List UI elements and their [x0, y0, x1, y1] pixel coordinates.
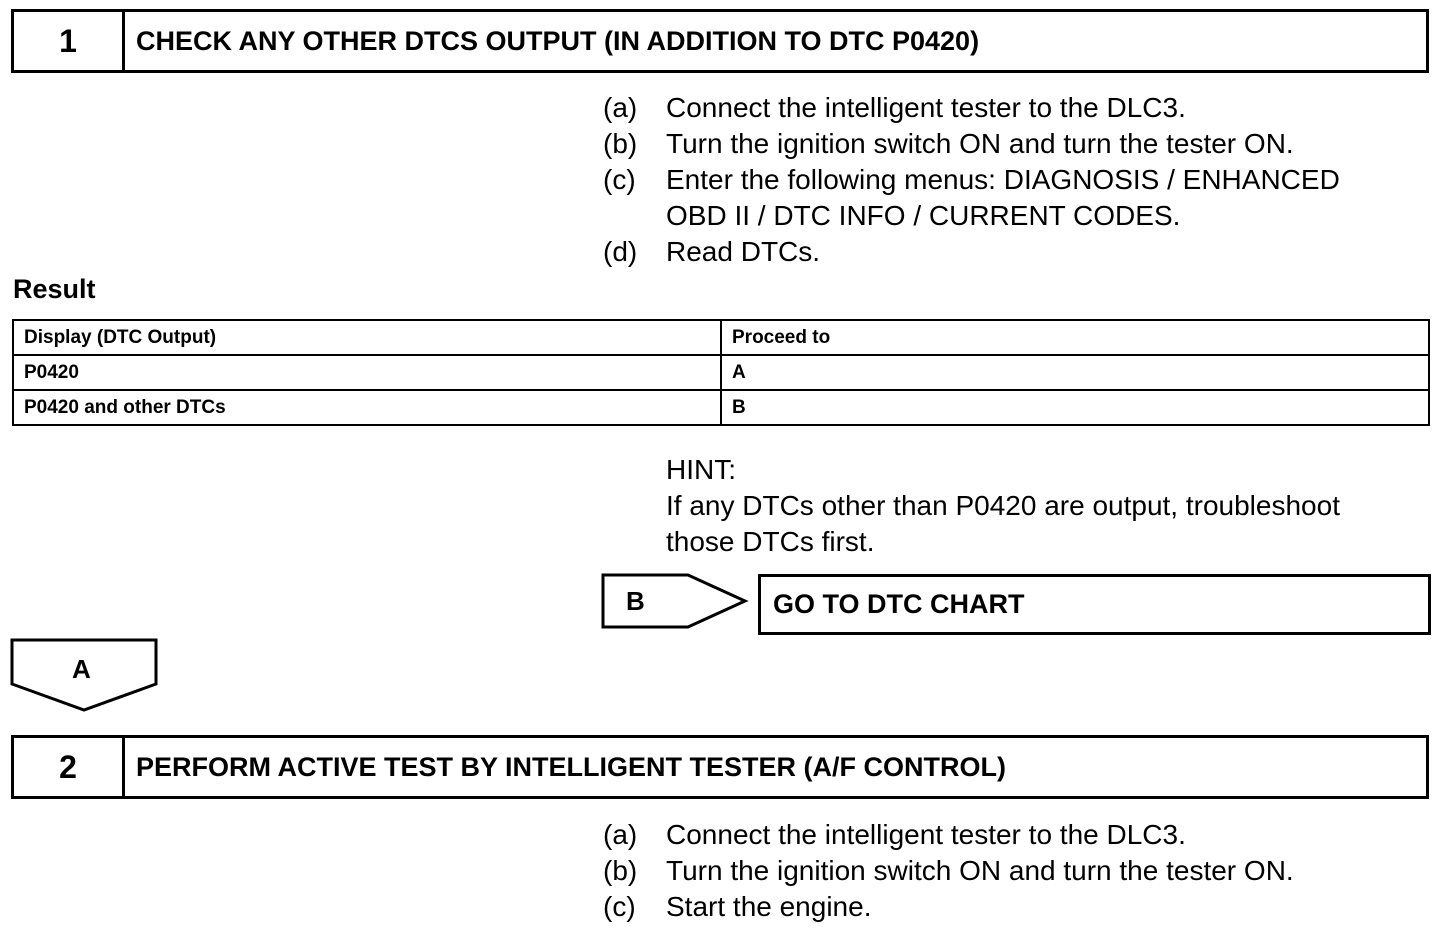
list-item	[603, 126, 1423, 162]
branch-a-label: A	[72, 654, 91, 684]
branch-b-arrow	[601, 573, 751, 631]
list-item	[603, 817, 1423, 853]
table-cell: A	[721, 355, 1429, 390]
item-text: Connect the intelligent tester to the DLC3.	[666, 92, 1186, 123]
list-item	[603, 234, 1423, 270]
item-text: Read DTCs.	[666, 236, 821, 267]
item-text-line: Enter the following menus: DIAGNOSIS / ENHANCED	[666, 164, 1340, 195]
table-cell: P0420	[13, 355, 721, 390]
step-2-header	[11, 735, 1429, 799]
table-cell: P0420 and other DTCs	[13, 390, 721, 425]
step-1-header	[11, 9, 1429, 73]
table-row	[13, 355, 1429, 390]
step-1-procedure-list	[603, 90, 1423, 270]
item-text: Turn the ignition switch ON and turn the tester ON.	[666, 128, 1294, 159]
step-2-number: 2	[14, 738, 125, 796]
list-item	[603, 162, 1423, 234]
item-text-line: OBD II / DTC INFO / CURRENT CODES.	[666, 200, 1181, 231]
table-cell: B	[721, 390, 1429, 425]
column-header: Proceed to	[721, 320, 1429, 355]
list-item	[603, 853, 1423, 889]
table-row	[13, 390, 1429, 425]
list-item	[603, 889, 1423, 925]
item-marker: (b)	[603, 128, 638, 159]
step-2-title: PERFORM ACTIVE TEST BY INTELLIGENT TESTER (A/F CONTROL)	[136, 751, 1006, 782]
branch-b-label: B	[626, 586, 645, 616]
item-text	[666, 162, 1423, 234]
item-marker: (a)	[603, 92, 638, 123]
hint-text-line: If any DTCs other than P0420 are output, troubleshoot	[666, 490, 1340, 521]
item-text: Turn the ignition switch ON and turn the tester ON.	[666, 855, 1294, 886]
item-marker: (d)	[603, 236, 638, 267]
result-table	[12, 319, 1430, 426]
item-text: Connect the intelligent tester to the DLC3.	[666, 819, 1186, 850]
step-1-title: CHECK ANY OTHER DTCS OUTPUT (IN ADDITION TO DTC P0420)	[136, 25, 980, 56]
result-heading: Result	[13, 274, 96, 304]
hint-block	[666, 452, 1426, 560]
go-to-dtc-chart-box: GO TO DTC CHART	[758, 574, 1431, 635]
column-header: Display (DTC Output)	[13, 320, 721, 355]
item-marker: (a)	[603, 819, 638, 850]
item-text: Start the engine.	[666, 891, 872, 922]
list-item	[603, 90, 1423, 126]
hint-text-line: those DTCs first.	[666, 526, 875, 557]
item-marker: (b)	[603, 855, 638, 886]
item-marker: (c)	[603, 164, 636, 195]
step-2-procedure-list	[603, 817, 1423, 925]
item-marker: (c)	[603, 891, 636, 922]
table-header-row	[13, 320, 1429, 355]
step-1-number: 1	[14, 12, 125, 70]
hint-label: HINT:	[666, 454, 736, 485]
